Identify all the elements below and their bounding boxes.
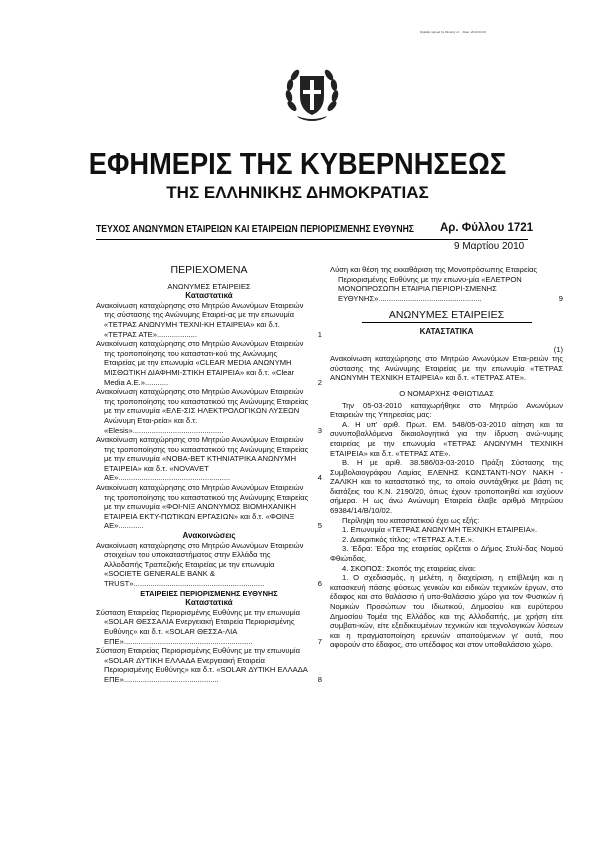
greek-coat-of-arms-emblem — [283, 62, 341, 122]
table-of-contents — [96, 266, 322, 685]
body-paragraph: 1. Επωνυμία «ΤΕΤΡΑΣ ΑΝΩΝΥΜΗ ΤΕΧΝΙΚΗ ΕΤΑΙΡΕΙΑ». — [342, 525, 538, 535]
toc-page-number: 9 — [558, 293, 563, 303]
toc-page-number: 6 — [317, 579, 322, 588]
subsection-heading: ΚΑΤΑΣΤΑΤΙΚΑ — [419, 326, 474, 336]
toc-entry-text: Ανακοίνωση καταχώρησης στο Μητρώο Ανωνύμων Εταιρειών στοιχείων του υποκαταστήματος στην Ελλάδα της Αλλοδαπής Τραπεζικής Εταιρείας με την επωνυμία «SOCIETE GENERALE BANK & TRUST».............................................................. — [96, 540, 304, 588]
issuer-heading: Ο ΝΟΜΑΡΧΗΣ ΦΘΙΩΤΙΔΑΣ — [399, 388, 494, 398]
signature-note: Digitally signed by Ministry of ... Date: 2010.03.09 — [420, 30, 486, 34]
toc-page-number: 7 — [317, 636, 322, 646]
gazette-title: ΕΦΗΜΕΡΙΣ ΤΗΣ ΚΥΒΕΡΝΗΣΕΩΣ — [88, 146, 507, 181]
right-column — [330, 265, 563, 650]
body-paragraph: Περίληψη του καταστατικού έχει ως εξής: — [342, 515, 480, 525]
toc-entry[interactable] — [96, 387, 322, 435]
issue-date: 9 Μαρτίου 2010 — [454, 241, 525, 252]
toc-entry[interactable] — [96, 339, 322, 387]
toc-page-number: 5 — [317, 521, 322, 531]
gazette-subtitle: ΤΗΣ ΕΛΛΗΝΙΚΗΣ ΔΗΜΟΚΡΑΤΙΑΣ — [166, 183, 429, 202]
toc-page-number: 1 — [317, 329, 322, 339]
toc-section-heading: ΕΤΑΙΡΕΙΕΣ ΠΕΡΙΟΡΙΣΜΕΝΗΣ ΕΥΘΥΝΗΣ — [140, 588, 278, 598]
toc-entry[interactable] — [96, 435, 322, 483]
toc-subsection-heading: Ανακοινώσεις — [182, 531, 236, 541]
toc-subsection-heading: Καταστατικά — [185, 291, 233, 301]
toc-page-number: 4 — [317, 473, 322, 483]
toc-entry[interactable] — [96, 646, 322, 684]
entry-number: (1) — [553, 344, 563, 354]
toc-subsection-heading: Καταστατικά — [185, 598, 233, 608]
toc-entry-text: Ανακοίνωση καταχώρησης στο Μητρώο Ανωνύμων Εταιρειών της τροποποίησης του καταστατικού της Ανώνυμης Εταιρείας με την επωνυμία «ΝΟΒΑ-ΒΕΤ ΚΤΗΝΙΑΤΡΙΚΑ ΑΝΩΝΥΜΗ ΕΤΑΙΡΕΙΑ» και δ.τ. «NOVAVET AE»..................................................... — [96, 435, 309, 483]
body-paragraph: 1. Ο σχεδιασμός, η μελέτη, η διαχείριση, η επίβλεψη και η κατασκευή πάσης φύσεως γενικών και ειδικών τεχνικών έργων, στο έδαφος και στο θαλάσσιο ή υπο-θαλάσσιο χώρο για τον Φυσικών ή Νομικών Προσώπων του Ιδιωτικού, Δημοσίου και ευρύτερου Δημοσίου Τομέα της Ελλάδος και της Αλλοδαπής, με χρήση είτε συμβατι-κών, είτε εξειδικευμένων τεχνικών και τεχνολογικών λύσεων και η πραγματοποίηση ερευνών απαιτούμενων γι' αυτά, που αφορούν στο έδαφος, στο υπέδαφος και στον υποθαλάσσιο χώρο. — [330, 573, 563, 650]
toc-entry[interactable] — [96, 483, 322, 531]
heading-underline — [362, 322, 532, 323]
toc-entry-text: Σύσταση Εταιρείας Περιορισμένης Ευθύνης με την επωνυμία «SOLAR ΔΥΤΙΚΗ ΕΛΛΑΔΑ Ενεργειακή Εταιρεία Περιορισμένης Ευθύνης» και δ.τ. «SOLAR ΔΥΤΙΚΗ ΕΛΛΑΔΑ ΕΠΕ»............................................. — [96, 646, 308, 684]
digital-signature-stamp — [420, 30, 490, 34]
toc-page-number: 8 — [317, 674, 322, 684]
toc-page-number: 3 — [317, 425, 322, 435]
toc-entry[interactable] — [96, 301, 322, 339]
toc-title: ΠΕΡΙΕΧΟΜΕΝΑ — [170, 264, 248, 276]
toc-entry[interactable] — [96, 608, 322, 646]
issue-series: ΤΕΥΧΟΣ ΑΝΩΝΥΜΩΝ ΕΤΑΙΡΕΙΩΝ ΚΑΙ ΕΤΑΙΡΕΙΩΝ ΠΕΡΙΟΡΙΣΜΕΝΗΣ ΕΥΘΥΝΗΣ — [96, 224, 414, 235]
body-paragraph: 4. ΣΚΟΠΟΣ: Σκοπός της εταιρείας είναι: — [342, 563, 476, 573]
section-heading: ΑΝΩΝΥΜΕΣ ΕΤΑΙΡΕΙΕΣ — [388, 309, 505, 322]
body-paragraph: Α. Η υπ' αριθ. Πρωτ. ΕΜ. 548/05-03-2010 αίτηση και τα συνυποβαλλόμενα δικαιολογητικά για την ίδρυση ανώ-νυμης εταιρείας με την επωνυμία «ΤΕΤΡΑΣ ΑΝΩΝΥΜΗ ΤΕΧΝΙΚΗ ΕΤΑΙΡΕΙΑ» και δ.τ. «ΤΕΤΡΑΣ ΑΤΕ». — [330, 419, 563, 458]
toc-entry-text: Σύσταση Εταιρείας Περιορισμένης Ευθύνης με την επωνυμία «SOLAR ΘΕΣΣΑΛΙΑ Ενεργειακή Εταιρεία Περιορισμένης Ευθύνης» και δ.τ. «SOLAR ΘΕΣΣΑ-ΛΙΑ ΕΠΕ»............................................................. — [96, 607, 300, 646]
toc-entry-text: Ανακοίνωση καταχώρησης στο Μητρώο Ανωνύμων Εταιρειών της τροποποίησης του καταστατικού της Ανώνυμης Εταιρείας με την επωνυμία «ΕΛΕ-ΣΙΣ ΗΛΕΚΤΡΟΛΟΓΙΚΩΝ ΛΥΣΕΩΝ Ανώνυμη Εται-ρεία» και δ.τ. «Elesis»........................................... — [96, 387, 309, 435]
toc-entry-text: Λύση και θέση της εκκαθάριση της Μονοπρόσωπης Εταιρείας Περιορισμένης Ευθύνης με την επωνυ-μία «ΕΛΕΤΡΟΝ ΜΟΝΟΠΡΟΣΩΠΗ ΕΤΑΙΡΙΑ ΠΕΡΙΟΡΙ-ΣΜΕΝΗΣ ΕΥΘΥΝΗΣ»................................................. — [330, 265, 538, 303]
toc-section-heading: ΑΝΩΝΥΜΕΣ ΕΤΑΙΡΕΙΕΣ — [167, 281, 251, 291]
announcement-title: Ανακοίνωση καταχώρησης στο Μητρώο Ανωνύμων Εται-ρειών της σύστασης της Ανώνυμης Εταιρείας με την επωνυμία «ΤΕΤΡΑΣ ΑΝΩΝΥΜΗ ΤΕΧΝΙΚΗ ΕΤΑΙΡΕΙΑ» και δ.τ. «ΤΕΤΡΑΣ ΑΤΕ». — [330, 354, 563, 383]
toc-page-number: 2 — [317, 377, 322, 387]
body-paragraph: Την 05-03-2010 καταχωρήθηκε στο Μητρώο Ανωνύμων Εταιρειών της Υπηρεσίας μας: — [330, 400, 563, 420]
toc-entry-text: Ανακοίνωση καταχώρησης στο Μητρώο Ανωνύμων Εταιρειών της σύστασης της Ανώνυμης Εταιρεί-ας με την επωνυμία «ΤΕΤΡΑΣ ΑΝΩΝΥΜΗ ΤΕΧΝΙ-ΚΗ ΕΤΑΙΡΕΙΑ» και δ.τ. «ΤΕΤΡΑΣ ΑΤΕ»................... — [96, 300, 304, 339]
toc-entry[interactable] — [330, 265, 563, 303]
body-paragraph: 2. Διακριτικός τίτλος: «ΤΕΤΡΑΣ Α.Τ.Ε.». — [342, 534, 474, 544]
body-paragraph: Β. Η με αριθ. 38.586/03-03-2010 Πράξη Σύστασης της Συμβολαιογράφου Λαμίας ΕΛΕΝΗΣ ΚΩΝΣΤΑΝΤΙ-ΝΟΥ ΝΑΚΗ - ΖΑΛΙΚΗ και το καταστατικό της, το οποίο συντάχθηκε με βάση τις διατάξεις του Κ.Ν. 2190/20, όπως έχουν τροποποιηθεί και ισχύουν σήμερα. Η ως άνω Ανώνυμη Εταιρεία έλαβε αριθμό Μητρώου 69384/14/Β/10/02. — [330, 458, 563, 516]
toc-entry-text: Ανακοίνωση καταχώρησης στο Μητρώο Ανωνύμων Εταιρειών της τροποποίησης του καταστατικού της Ανώνυμης Εταιρείας με την επωνυμία «ΦΟΙ-ΝΙΞ ΑΝΩΝΥΜΟΣ ΒΙΟΜΗΧΑΝΙΚΗ ΕΤΑΙΡΕΙΑ ΕΚΤΥ-ΠΩΤΙΚΩΝ ΕΡΓΑΣΙΩΝ» και δ.τ. «ΦΟΙΝΞ ΑΕ»............ — [96, 483, 309, 531]
header-rule — [96, 239, 528, 240]
toc-entry[interactable] — [96, 541, 322, 589]
toc-entry-text: Ανακοίνωση καταχώρησης στο Μητρώο Ανωνύμων Εταιρειών της τροποποίησης του καταστατι-κού της Ανώνυμης Εταιρείας με την επωνυμία «CLEAR MEDIA ΑΝΩΝΥΜΗ ΜΙΣΘΩΤΙΚΗ ΔΙΑΦΗΜΙ-ΣΤΙΚΗ ΕΤΑΙΡΕΙΑ» και δ.τ. «Clear Media A.E.»........... — [96, 339, 304, 387]
body-paragraph: 3. Έδρα: Έδρα της εταιρείας ορίζεται ο Δήμος Στυλί-δας Νομού Φθιώτιδας. — [330, 544, 563, 564]
sheet-number: Αρ. Φύλλου 1721 — [440, 222, 534, 234]
